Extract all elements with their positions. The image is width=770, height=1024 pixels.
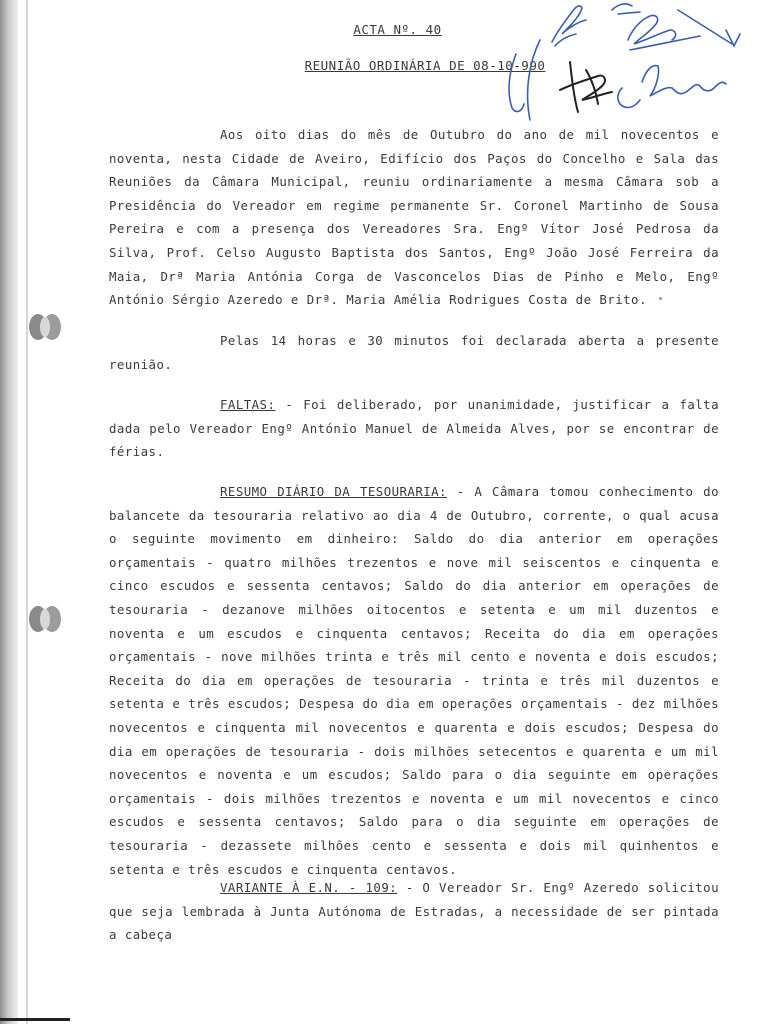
binder-ring-hole-bottom xyxy=(28,604,66,634)
section-variante-en109 xyxy=(109,876,719,947)
handwritten-signatures xyxy=(500,0,770,130)
section-heading-variante: VARIANTE À E.N. - 109: xyxy=(220,880,398,895)
section-heading-resumo: RESUMO DIÁRIO DA TESOURARIA: xyxy=(220,484,447,499)
section-text-faltas: - Foi deliberado, por unanimidade, justificar a falta dada pelo Vereador Engº António Manuel de Almeida Alves, por se encontrar de férias. xyxy=(109,397,719,460)
paragraph-opening-text: Aos oito dias do mês de Outubro do ano de mil novecentos e noventa, nesta Cidade de Aveiro, Edifício dos Paços do Concelho e Sala das Reuniões da Câmara Municipal, reuniu ordinariamente a mesma Câmara sob a Presidência do Vereador em regime permanente Sr. Coronel Martinho de Sousa Pereira e com a presença dos Vereadores Sra. Engº Vítor José Pedrosa da Silva, Prof. Celso Augusto Baptista dos Santos, Engº João José Ferreira da Maia, Drª Maria Antónia Corga de Vasconcelos Dias de Pinho e Melo, Engº António Sérgio Azeredo e Drª. Maria Amélia Rodrigues Costa de Brito. xyxy=(109,127,719,308)
binder-edge xyxy=(0,0,18,1024)
document-subtitle: REUNIÃO ORDINÁRIA DE 08-10-990 xyxy=(304,58,546,73)
page-bottom-mark xyxy=(0,1018,70,1021)
binder-ring-hole-top xyxy=(28,312,66,342)
section-text-variante: - O Vereador Sr. Engº Azeredo solicitou que seja lembrada à Junta Autónoma de Estradas, a necessidade de ser pintada a cabeça xyxy=(109,880,719,943)
paragraph-opening xyxy=(109,123,719,312)
section-faltas xyxy=(109,393,719,464)
section-resumo-tesouraria xyxy=(109,480,719,881)
binder-margin-line xyxy=(26,0,28,1024)
paragraph-meeting-opened-text: Pelas 14 horas e 30 minutos foi declarada aberta a presente reunião. xyxy=(109,333,719,372)
document-title: ACTA Nº. 40 xyxy=(353,22,442,37)
paragraph-meeting-opened xyxy=(109,329,719,376)
section-heading-faltas: FALTAS: xyxy=(220,397,276,412)
ink-speck xyxy=(659,297,662,300)
section-text-resumo: - A Câmara tomou conhecimento do balancete da tesouraria relativo ao dia 4 de Outubro, corrente, o qual acusa o seguinte movimento em dinheiro: Saldo do dia anterior em operações orçamentais - quatro milhões trezentos e nove mil seiscentos e cinquenta e cinco escudos e sessenta centavos; Saldo do dia anterior em operações de tesouraria - dezanove milhões oitocentos e setenta e um mil duzentos e noventa e um escudos e cinquenta centavos; Receita do dia em operações orçamentais - nove milhões trinta e três mil cento e noventa e dois escudos; Receita do dia em operações de tesouraria - trinta e três mil duzentos e setenta e três escudos; Despesa do dia em operações orçamentais - dez milhões novecentos e cinquenta mil novecentos e quarenta e dois escudos; Despesa do dia em operações de tesouraria - dois milhões setecentos e quarenta e um mil novecentos e noventa e um escudos; Saldo para o dia seguinte em operações orçamentais - dois milhões trezentos e noventa e um mil novecentos e cinco escudos e sessenta centavos; Saldo para o dia seguinte em operações de tesouraria - dezassete milhões cento e sessenta e dois mil quinhentos e setenta e três escudos e cinquenta centavos. xyxy=(109,484,719,877)
